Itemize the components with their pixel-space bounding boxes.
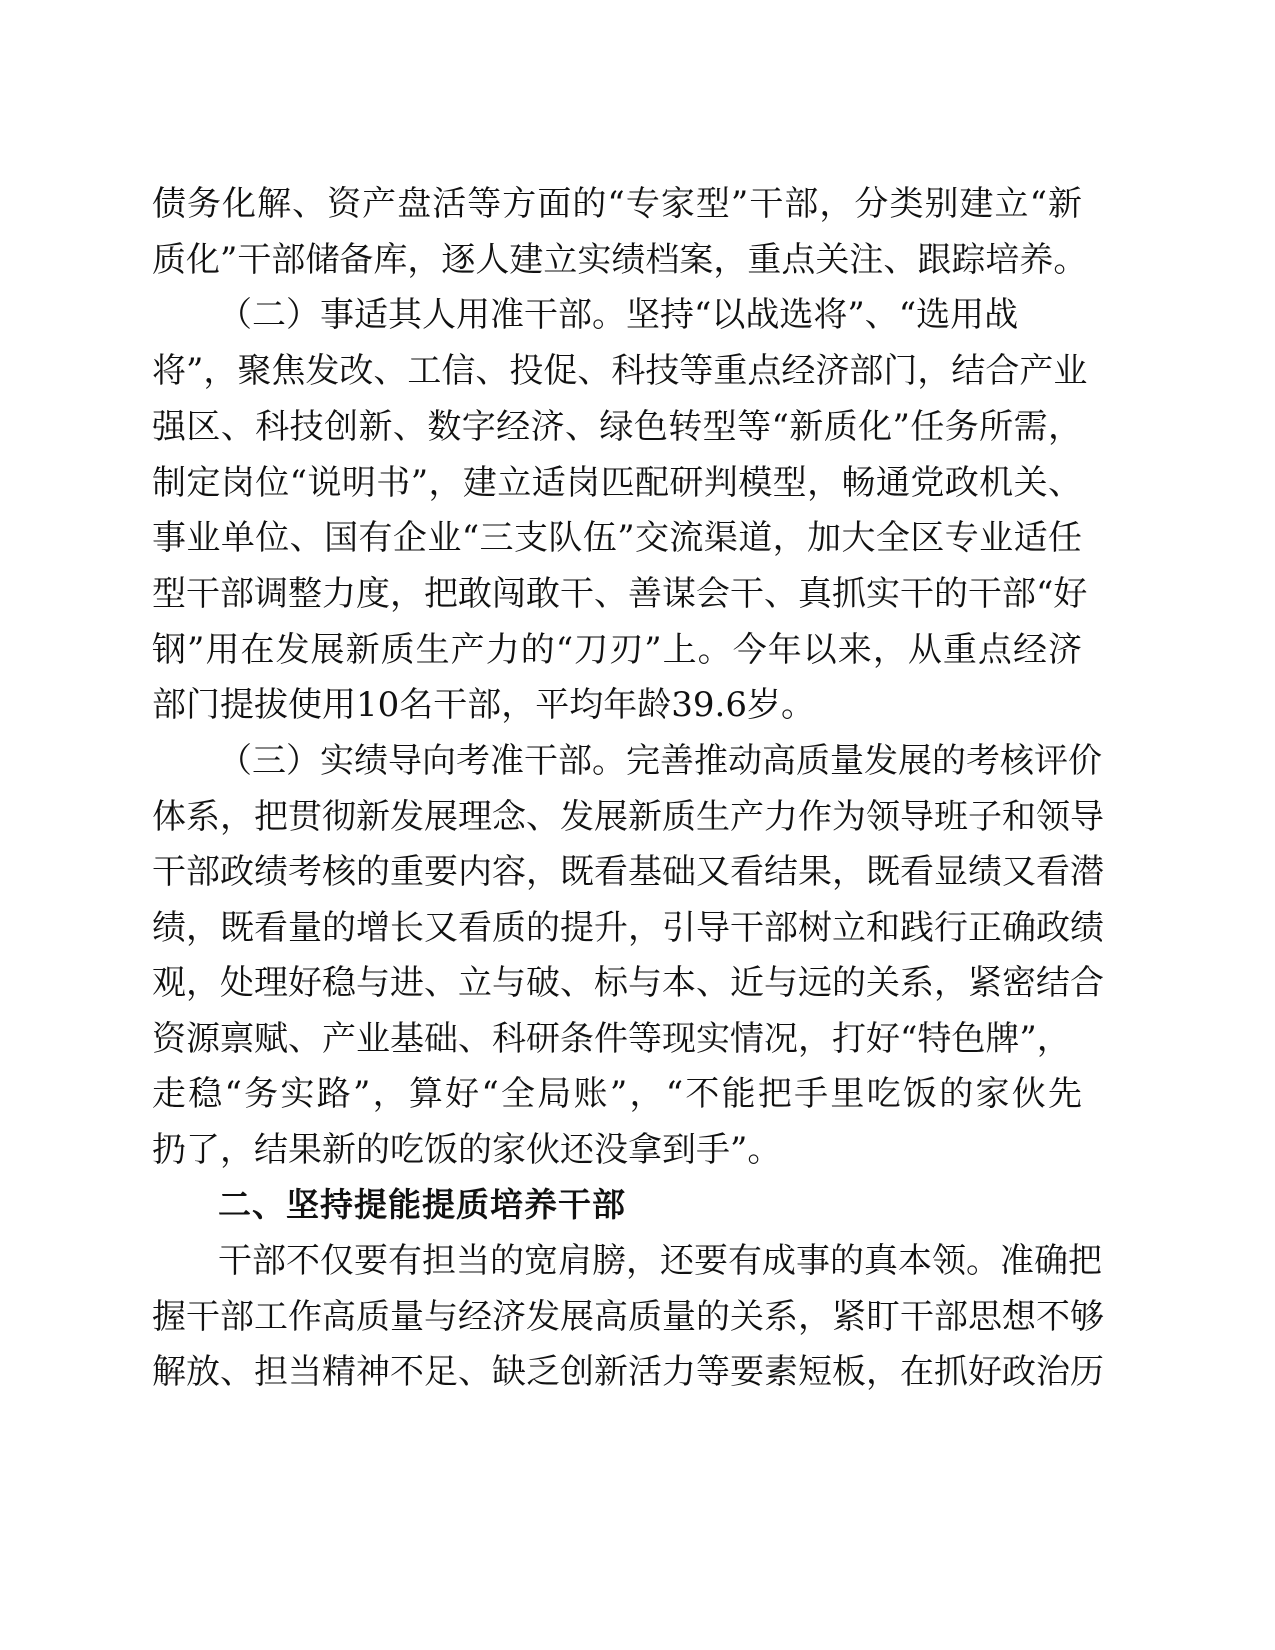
body-text-line: 干部政绩考核的重要内容，既看基础又看结果，既看显绩又看潜 <box>152 852 1104 892</box>
subsection-heading-line: （三）实绩导向考准干部。完善推动高质量发展的考核评价 <box>218 741 1102 781</box>
body-text-line: 握干部工作高质量与经济发展高质量的关系，紧盯干部思想不够 <box>152 1297 1104 1337</box>
body-text-line: 观，处理好稳与进、立与破、标与本、近与远的关系，紧密结合 <box>152 963 1104 1003</box>
body-text-line: 解放、担当精神不足、缺乏创新活力等要素短板，在抓好政治历 <box>152 1352 1104 1392</box>
body-text-line: 钢”用在发展新质生产力的“刀刃”上。今年以来，从重点经济 <box>152 630 1082 670</box>
body-text-line: 干部不仅要有担当的宽肩膀，还要有成事的真本领。准确把 <box>218 1241 1102 1281</box>
body-text-line: 强区、科技创新、数字经济、绿色转型等“新质化”任务所需， <box>152 407 1082 447</box>
body-text-line: 资源禀赋、产业基础、科研条件等现实情况，打好“特色牌”， <box>152 1019 1071 1059</box>
body-text-line: 扔了，结果新的吃饭的家伙还没拿到手”。 <box>152 1130 782 1170</box>
body-text-line: 制定岗位“说明书”，建立适岗匹配研判模型，畅通党政机关、 <box>152 463 1082 503</box>
body-text-line: 体系，把贯彻新发展理念、发展新质生产力作为领导班子和领导 <box>152 797 1104 837</box>
body-text-line: 质化”干部储备库，逐人建立实绩档案，重点关注、跟踪培养。 <box>152 240 1088 280</box>
body-text-line: 绩，既看量的增长又看质的提升，引导干部树立和践行正确政绩 <box>152 908 1104 948</box>
section-heading: 二、坚持提能提质培养干部 <box>218 1185 626 1224</box>
subsection-heading-line: （二）事适其人用准干部。坚持“以战选将”、“选用战 <box>218 295 1019 335</box>
body-text-line: 走稳“务实路”，算好“全局账”，“不能把手里吃饭的家伙先 <box>152 1074 1082 1114</box>
body-text-line: 型干部调整力度，把敢闯敢干、善谋会干、真抓实干的干部“好 <box>152 574 1088 614</box>
body-text-line: 债务化解、资产盘活等方面的“专家型”干部，分类别建立“新 <box>152 184 1082 224</box>
body-text-line: 部门提拔使用10名干部，平均年龄39.6岁。 <box>152 685 815 725</box>
body-text-line: 将”，聚焦发改、工信、投促、科技等重点经济部门，结合产业 <box>152 351 1088 391</box>
body-text-line: 事业单位、国有企业“三支队伍”交流渠道，加大全区专业适任 <box>152 518 1082 558</box>
